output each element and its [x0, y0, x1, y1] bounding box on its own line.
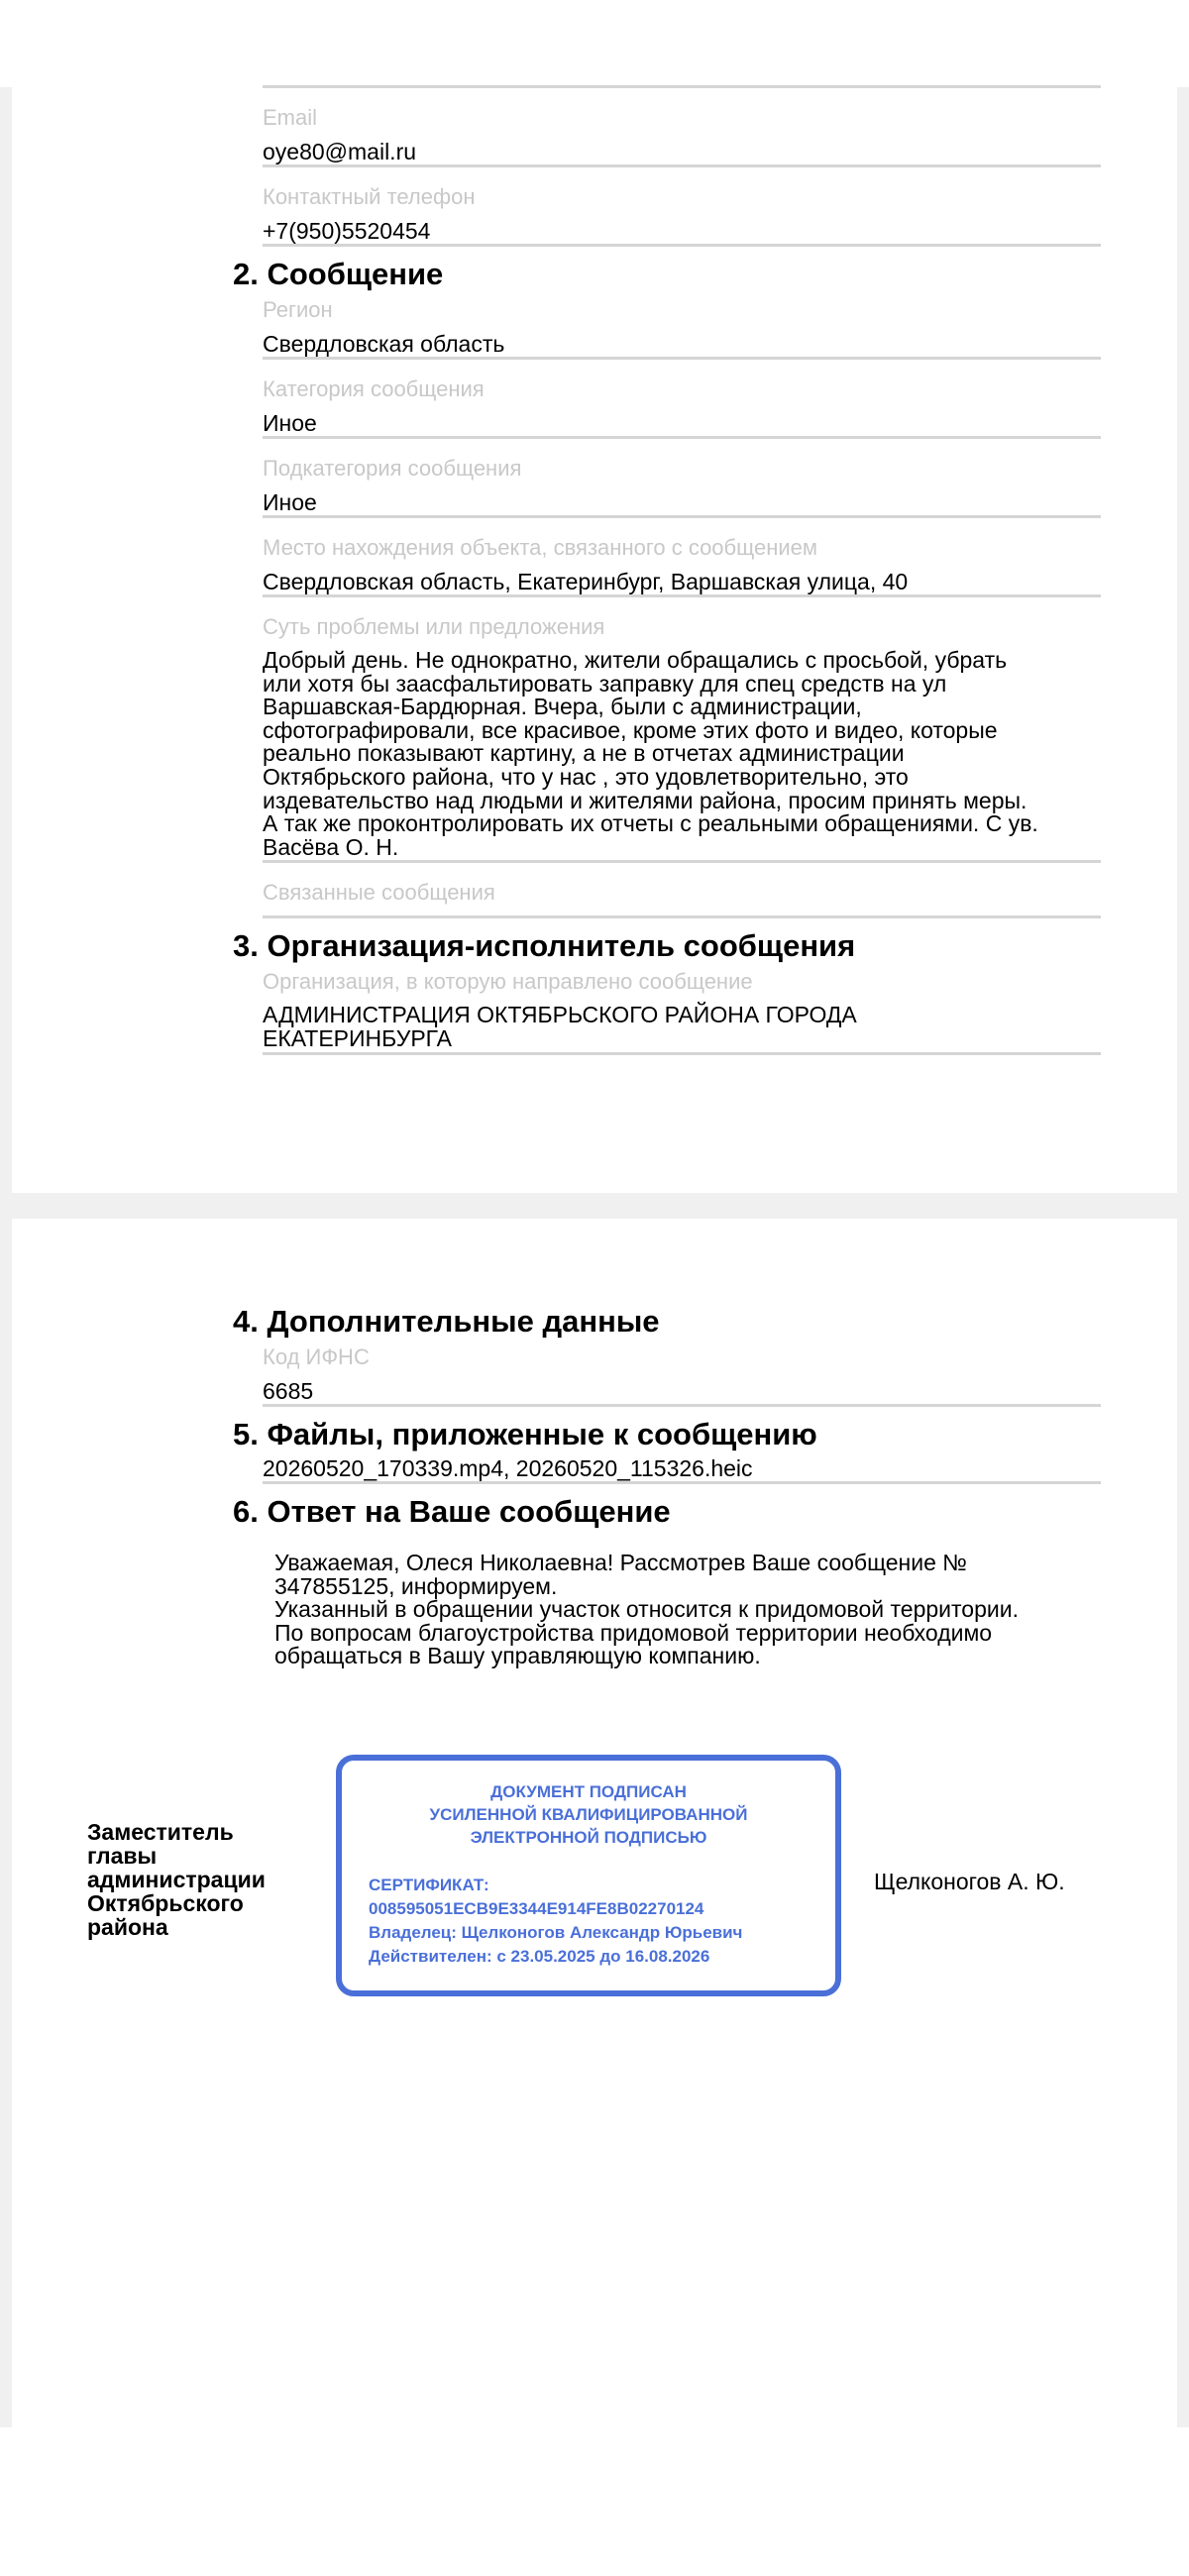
location-value: Свердловская область, Екатеринбург, Варшавская улица, 40 [263, 570, 1101, 597]
section-files-title: 5. Файлы, приложенные к сообщению [233, 1417, 817, 1451]
location-label: Место нахождения объекта, связанного с сообщением [263, 535, 818, 560]
certificate-owner: Владелец: Щелконогов Александр Юрьевич [369, 1923, 743, 1942]
top-strip [0, 0, 1189, 87]
answer-line: обращаться в Вашу управляющую компанию. [274, 1643, 761, 1669]
phone-value: +7(950)5520454 [263, 219, 1101, 247]
related-label: Связанные сообщения [263, 880, 495, 906]
category-value: Иное [263, 411, 1101, 439]
subcategory-value: Иное [263, 490, 1101, 518]
page-2-content [233, 1294, 1101, 1530]
region-label: Регион [263, 297, 333, 322]
page-1-content [233, 87, 1101, 1055]
email-value: oye80@mail.ru [263, 140, 1101, 167]
category-field [263, 376, 1101, 439]
electronic-signature-stamp [336, 1755, 841, 1996]
region-field [263, 296, 1101, 360]
email-label: Email [263, 105, 318, 130]
subcategory-field [263, 455, 1101, 518]
bottom-strip [0, 2427, 1189, 2576]
answer-line: По вопросам благоустройства придомовой территории необходимо [274, 1619, 993, 1646]
related-field [263, 879, 1101, 918]
section-additional-title: 4. Дополнительные данные [233, 1304, 660, 1339]
section-organization-title: 3. Организация-исполнитель сообщения [233, 928, 856, 964]
stamp-header-line: ЭЛЕКТРОННОЙ ПОДПИСЬЮ [470, 1828, 707, 1847]
phone-label: Контактный телефон [263, 184, 476, 209]
category-label: Категория сообщения [263, 376, 485, 401]
answer-line: Уважаемая, Олеся Николаевна! Рассмотрев Ваше сообщение № [274, 1550, 967, 1575]
certificate-label: СЕРТИФИКАТ: [369, 1876, 489, 1894]
files-field [263, 1456, 1101, 1484]
section-answer-title: 6. Ответ на Ваше сообщение [233, 1494, 671, 1529]
ifns-value: 6685 [263, 1379, 1101, 1407]
ifns-label: Код ИФНС [263, 1344, 370, 1369]
location-field [263, 534, 1101, 597]
files-value: 20260520_170339.mp4, 20260520_115326.heic [263, 1456, 1101, 1484]
document-page-1 [12, 87, 1177, 1193]
answer-line: Указанный в обращении участок относится к придомовой территории. [274, 1596, 1019, 1623]
organization-label: Организация, в которую направлено сообщение [263, 969, 753, 995]
phone-field [263, 183, 1101, 247]
answer-text [274, 1552, 1087, 1668]
stamp-header-line: ДОКУМЕНТ ПОДПИСАН [490, 1782, 687, 1801]
section-message-title: 2. Сообщение [233, 257, 444, 291]
stamp-header-line: УСИЛЕННОЙ КВАЛИФИЦИРОВАННОЙ [429, 1805, 748, 1824]
stamp-header [342, 1780, 835, 1849]
subcategory-label: Подкатегория сообщения [263, 456, 522, 481]
essence-field [263, 613, 1101, 863]
essence-value: Добрый день. Не однократно, жители обращались с просьбой, убрать или хотя бы заасфальтировать заправку для спец средств на ул Варшавская-Бардюрная. Вчера, были с администрации, сфотографировали, все красивое, кроме этих фото и видео, которые реально показывают картину, а не в отчетах администрации Октябрьского района, что у нас , это удовлетворительно, это издевательство над людьми и жителями района, просим принять меры. А так же проконтролировать их отчеты с реальными обращениями. С ув. Васёва О. Н. [263, 649, 1101, 863]
document-page-2 [12, 1219, 1177, 2427]
related-value [263, 914, 1101, 918]
essence-label: Суть проблемы или предложения [263, 614, 605, 639]
organization-field [263, 968, 1101, 1054]
certificate-number: 008595051ECB9E3344E914FE8B02270124 [369, 1899, 704, 1918]
email-field [263, 104, 1101, 167]
signer-position: Заместитель главы администрации Октябрьского района [87, 1819, 266, 1940]
stamp-certificate-info [369, 1874, 835, 1969]
previous-field-underline [263, 85, 1101, 88]
signer-name: Щелконогов А. Ю. [874, 1869, 1065, 1894]
answer-line: 347855125, информируем. [274, 1572, 558, 1599]
region-value: Свердловская область [263, 332, 1101, 360]
ifns-field [263, 1343, 1101, 1407]
organization-value: АДМИНИСТРАЦИЯ ОКТЯБРЬСКОГО РАЙОНА ГОРОДА ЕКАТЕРИНБУРГА [263, 1004, 1101, 1054]
certificate-validity: Действителен: с 23.05.2025 до 16.08.2026 [369, 1947, 710, 1966]
